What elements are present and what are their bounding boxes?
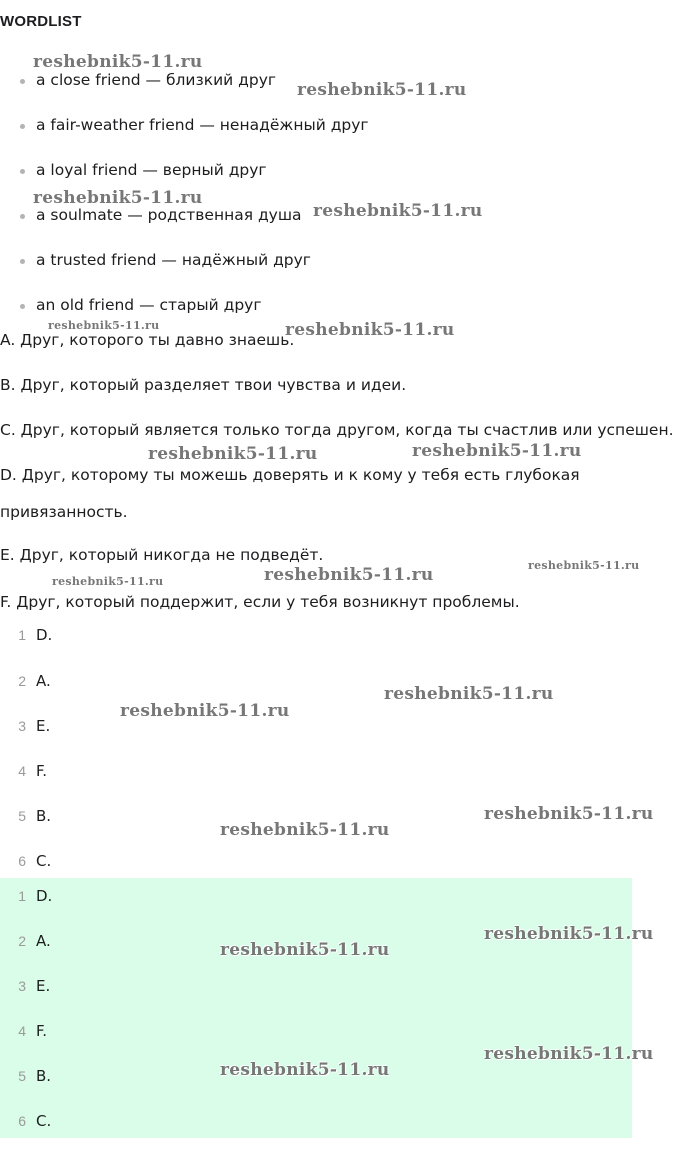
- answer-number: 1: [18, 627, 26, 643]
- answer-list-highlighted: [0, 878, 632, 1138]
- answer-number: 6: [18, 1113, 26, 1129]
- answer-number: 1: [18, 888, 26, 904]
- answer-number: 3: [18, 718, 26, 734]
- answer-number: 4: [18, 763, 26, 779]
- watermark: reshebnik5-11.ru: [285, 320, 455, 340]
- watermark: reshebnik5-11.ru: [313, 201, 483, 221]
- watermark: reshebnik5-11.ru: [384, 684, 554, 704]
- watermark: reshebnik5-11.ru: [297, 80, 467, 100]
- answer-value: D.: [36, 626, 53, 644]
- definition-e: E. Друг, который никогда не подведёт.: [0, 546, 324, 564]
- answer-value: B.: [36, 807, 52, 825]
- answer-number: 6: [18, 853, 26, 869]
- answer-value: F.: [36, 762, 47, 780]
- definition-a: A. Друг, которого ты давно знаешь.: [0, 331, 295, 349]
- watermark: reshebnik5-11.ru: [33, 52, 203, 72]
- definition-b: B. Друг, который разделяет твои чувства и идеи.: [0, 376, 407, 394]
- answer-value: A.: [36, 932, 51, 950]
- definition-d: D. Друг, которому ты можешь доверять и к кому у тебя есть глубокая: [0, 466, 580, 484]
- watermark: reshebnik5-11.ru: [264, 565, 434, 585]
- answer-value: B.: [36, 1067, 52, 1085]
- watermark: reshebnik5-11.ru: [33, 188, 203, 208]
- watermark: reshebnik5-11.ru: [148, 444, 318, 464]
- wordlist-heading: WORDLIST: [0, 13, 82, 30]
- watermark: reshebnik5-11.ru: [484, 1044, 654, 1064]
- watermark: reshebnik5-11.ru: [220, 820, 390, 840]
- answer-number: 3: [18, 978, 26, 994]
- answer-value: E.: [36, 977, 51, 995]
- answer-number: 5: [18, 1068, 26, 1084]
- wordlist-item: an old friend — старый друг: [36, 296, 262, 314]
- wordlist-item: a fair-weather friend — ненадёжный друг: [36, 116, 369, 134]
- definition-f: F. Друг, который поддержит, если у тебя возникнут проблемы.: [0, 593, 520, 611]
- wordlist-item: a soulmate — родственная душа: [36, 206, 302, 224]
- answer-number: 2: [18, 933, 26, 949]
- answer-value: C.: [36, 852, 52, 870]
- watermark: reshebnik5-11.ru: [120, 701, 290, 721]
- watermark: reshebnik5-11.ru: [484, 804, 654, 824]
- answer-value: C.: [36, 1112, 52, 1130]
- watermark: reshebnik5-11.ru: [48, 319, 160, 332]
- answer-value: F.: [36, 1022, 47, 1040]
- watermark: reshebnik5-11.ru: [528, 559, 640, 572]
- answer-value: A.: [36, 672, 51, 690]
- answer-number: 4: [18, 1023, 26, 1039]
- answer-number: 5: [18, 808, 26, 824]
- answer-value: D.: [36, 887, 53, 905]
- watermark: reshebnik5-11.ru: [412, 441, 582, 461]
- wordlist-item: a close friend — близкий друг: [36, 71, 277, 89]
- watermark: reshebnik5-11.ru: [52, 575, 164, 588]
- watermark: reshebnik5-11.ru: [220, 1060, 390, 1080]
- wordlist-item: a trusted friend — надёжный друг: [36, 251, 311, 269]
- watermark: reshebnik5-11.ru: [220, 940, 390, 960]
- definition-c: C. Друг, который является только тогда другом, когда ты счастлив или успешен.: [0, 421, 674, 439]
- watermark: reshebnik5-11.ru: [484, 924, 654, 944]
- definition-d-continued: привязанность.: [0, 503, 128, 521]
- answer-number: 2: [18, 673, 26, 689]
- wordlist-item: a loyal friend — верный друг: [36, 161, 267, 179]
- answer-value: E.: [36, 717, 51, 735]
